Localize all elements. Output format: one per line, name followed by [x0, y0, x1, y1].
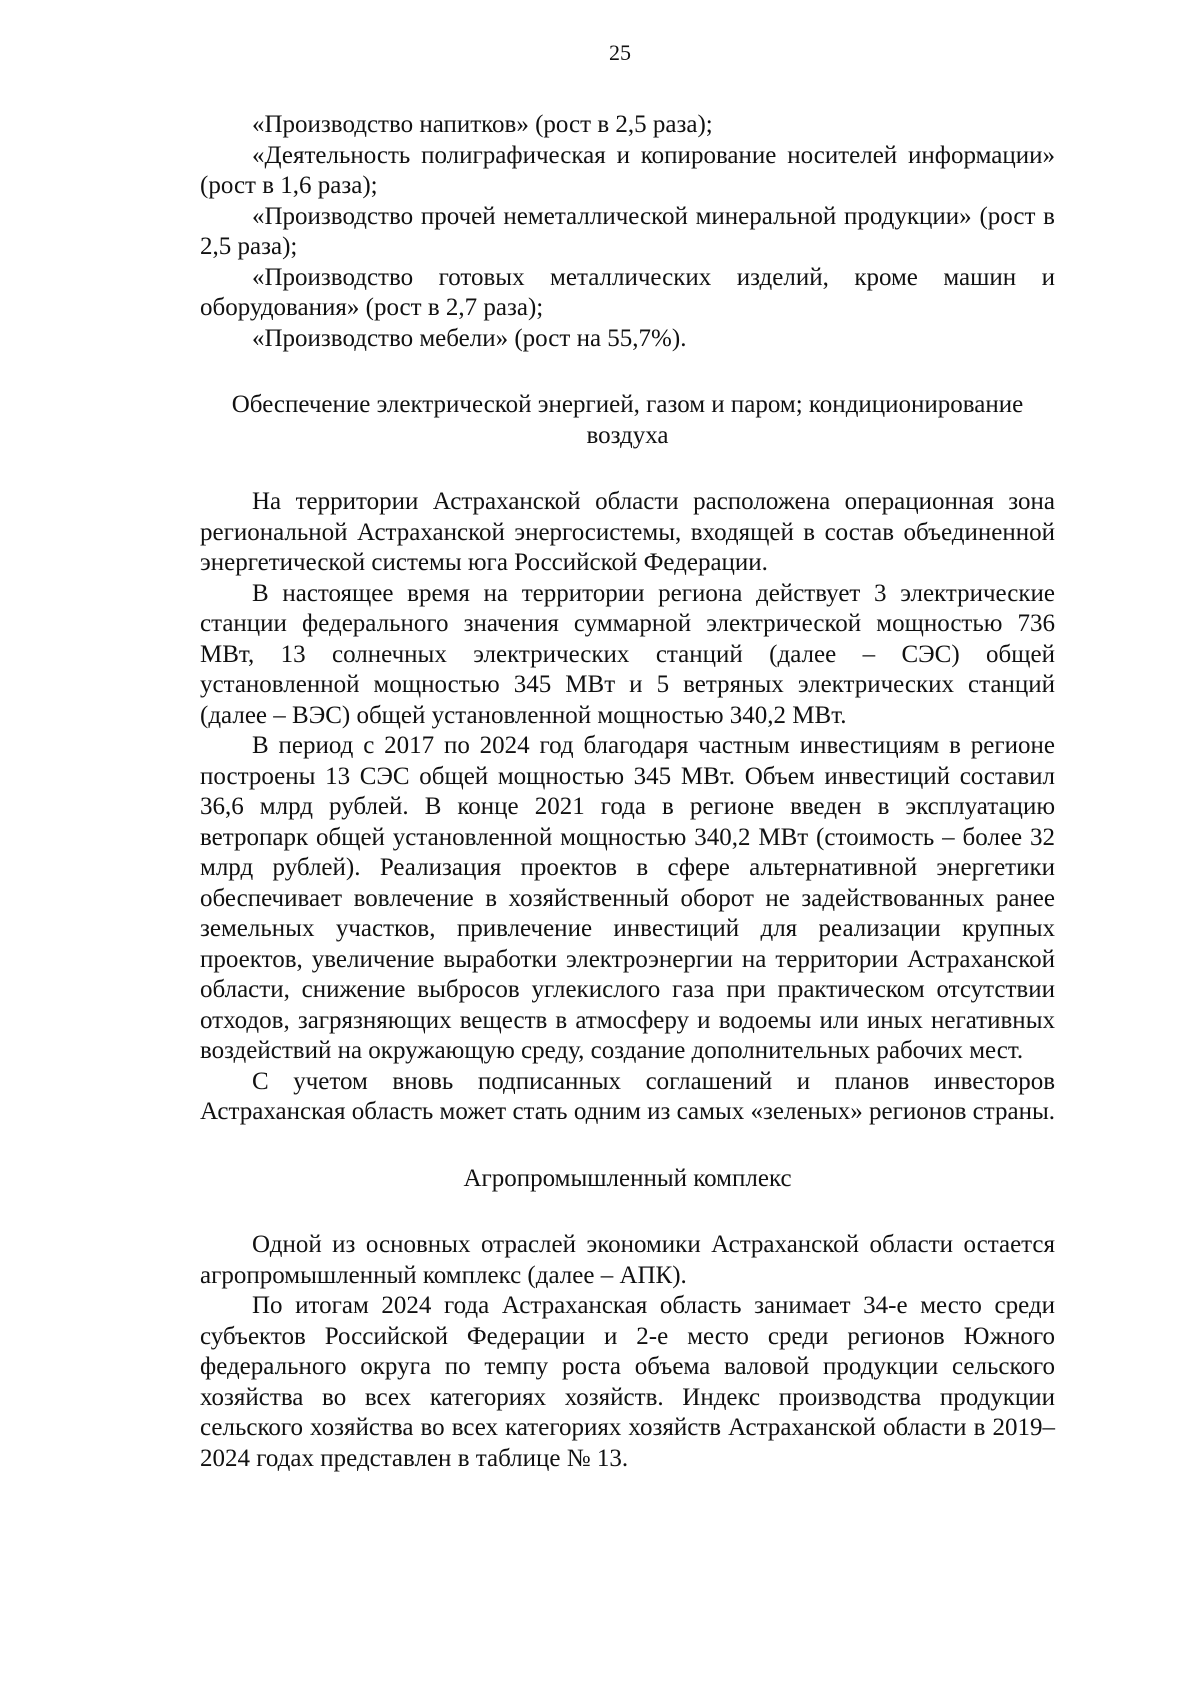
list-item: «Производство мебели» (рост на 55,7%). — [252, 324, 687, 352]
paragraph: С учетом вновь подписанных соглашений и планов инвесторов Астраханская область может стать одним из самых «зеленых» регионов страны. — [200, 1067, 1055, 1125]
list-item: «Производство прочей неметаллической минеральной продукции» (рост в 2,5 раза); — [200, 202, 1055, 260]
document-body — [200, 110, 1055, 1474]
list-item: «Производство напитков» (рост в 2,5 раза); — [252, 111, 713, 138]
section-heading-energy: Обеспечение электрической энергией, газом и паром; кондиционирование воздуха — [231, 391, 1024, 449]
list-item: «Деятельность полиграфическая и копирование носителей информации» (рост в 1,6 раза); — [200, 141, 1055, 199]
page-number: 25 — [609, 40, 631, 65]
paragraph: На территории Астраханской области расположена операционная зона региональной Астраханской энергосистемы, входящей в состав объединенной энергетической системы юга Российской Федерации. — [200, 488, 1055, 576]
paragraph: В период с 2017 по 2024 год благодаря частным инвестициям в регионе построены 13 СЭС общей мощностью 345 МВт. Объем инвестиций составил 36,6 млрд рублей. В конце 2021 года в регионе введен в эксплуатацию ветропарк общей установленной мощностью 340,2 МВт (стоимость – более 32 млрд рублей). Реализация проектов в сфере альтернативной энергетики обеспечивает вовлечение в хозяйственный оборот не задействованных ранее земельных участков, привлечение инвестиций для реализации крупных проектов, увеличение выработки электроэнергии на территории Астраханской области, снижение выбросов углекислого газа при практическом отсутствии отходов, загрязняющих веществ в атмосферу и водоемы или иных негативных воздействий на окружающую среду, создание дополнительных рабочих мест. — [200, 732, 1055, 1064]
paragraph: По итогам 2024 года Астраханская область занимает 34-е место среди субъектов Российской Федерации и 2-е место среди регионов Южного федерального округа по темпу роста объема валовой продукции сельского хозяйства во всех категориях хозяйств. Индекс производства продукции сельского хозяйства во всех категориях хозяйств Астраханской области в 2019–2024 годах представлен в таблице № 13. — [200, 1292, 1055, 1472]
list-item: «Производство готовых металлических изделий, кроме машин и оборудования» (рост в 2,7 раза); — [200, 263, 1055, 321]
section-heading-agro: Агропромышленный комплекс — [463, 1164, 792, 1192]
paragraph: Одной из основных отраслей экономики Астраханской области остается агропромышленный комплекс (далее – АПК). — [200, 1231, 1055, 1289]
paragraph: В настоящее время на территории региона действует 3 электрические станции федерального значения суммарной электрической мощностью 736 МВт, 13 солнечных электрических станций (далее – СЭС) общей установленной мощностью 345 МВт и 5 ветряных электрических станций (далее – ВЭС) общей установленной мощностью 340,2 МВт. — [200, 579, 1055, 729]
